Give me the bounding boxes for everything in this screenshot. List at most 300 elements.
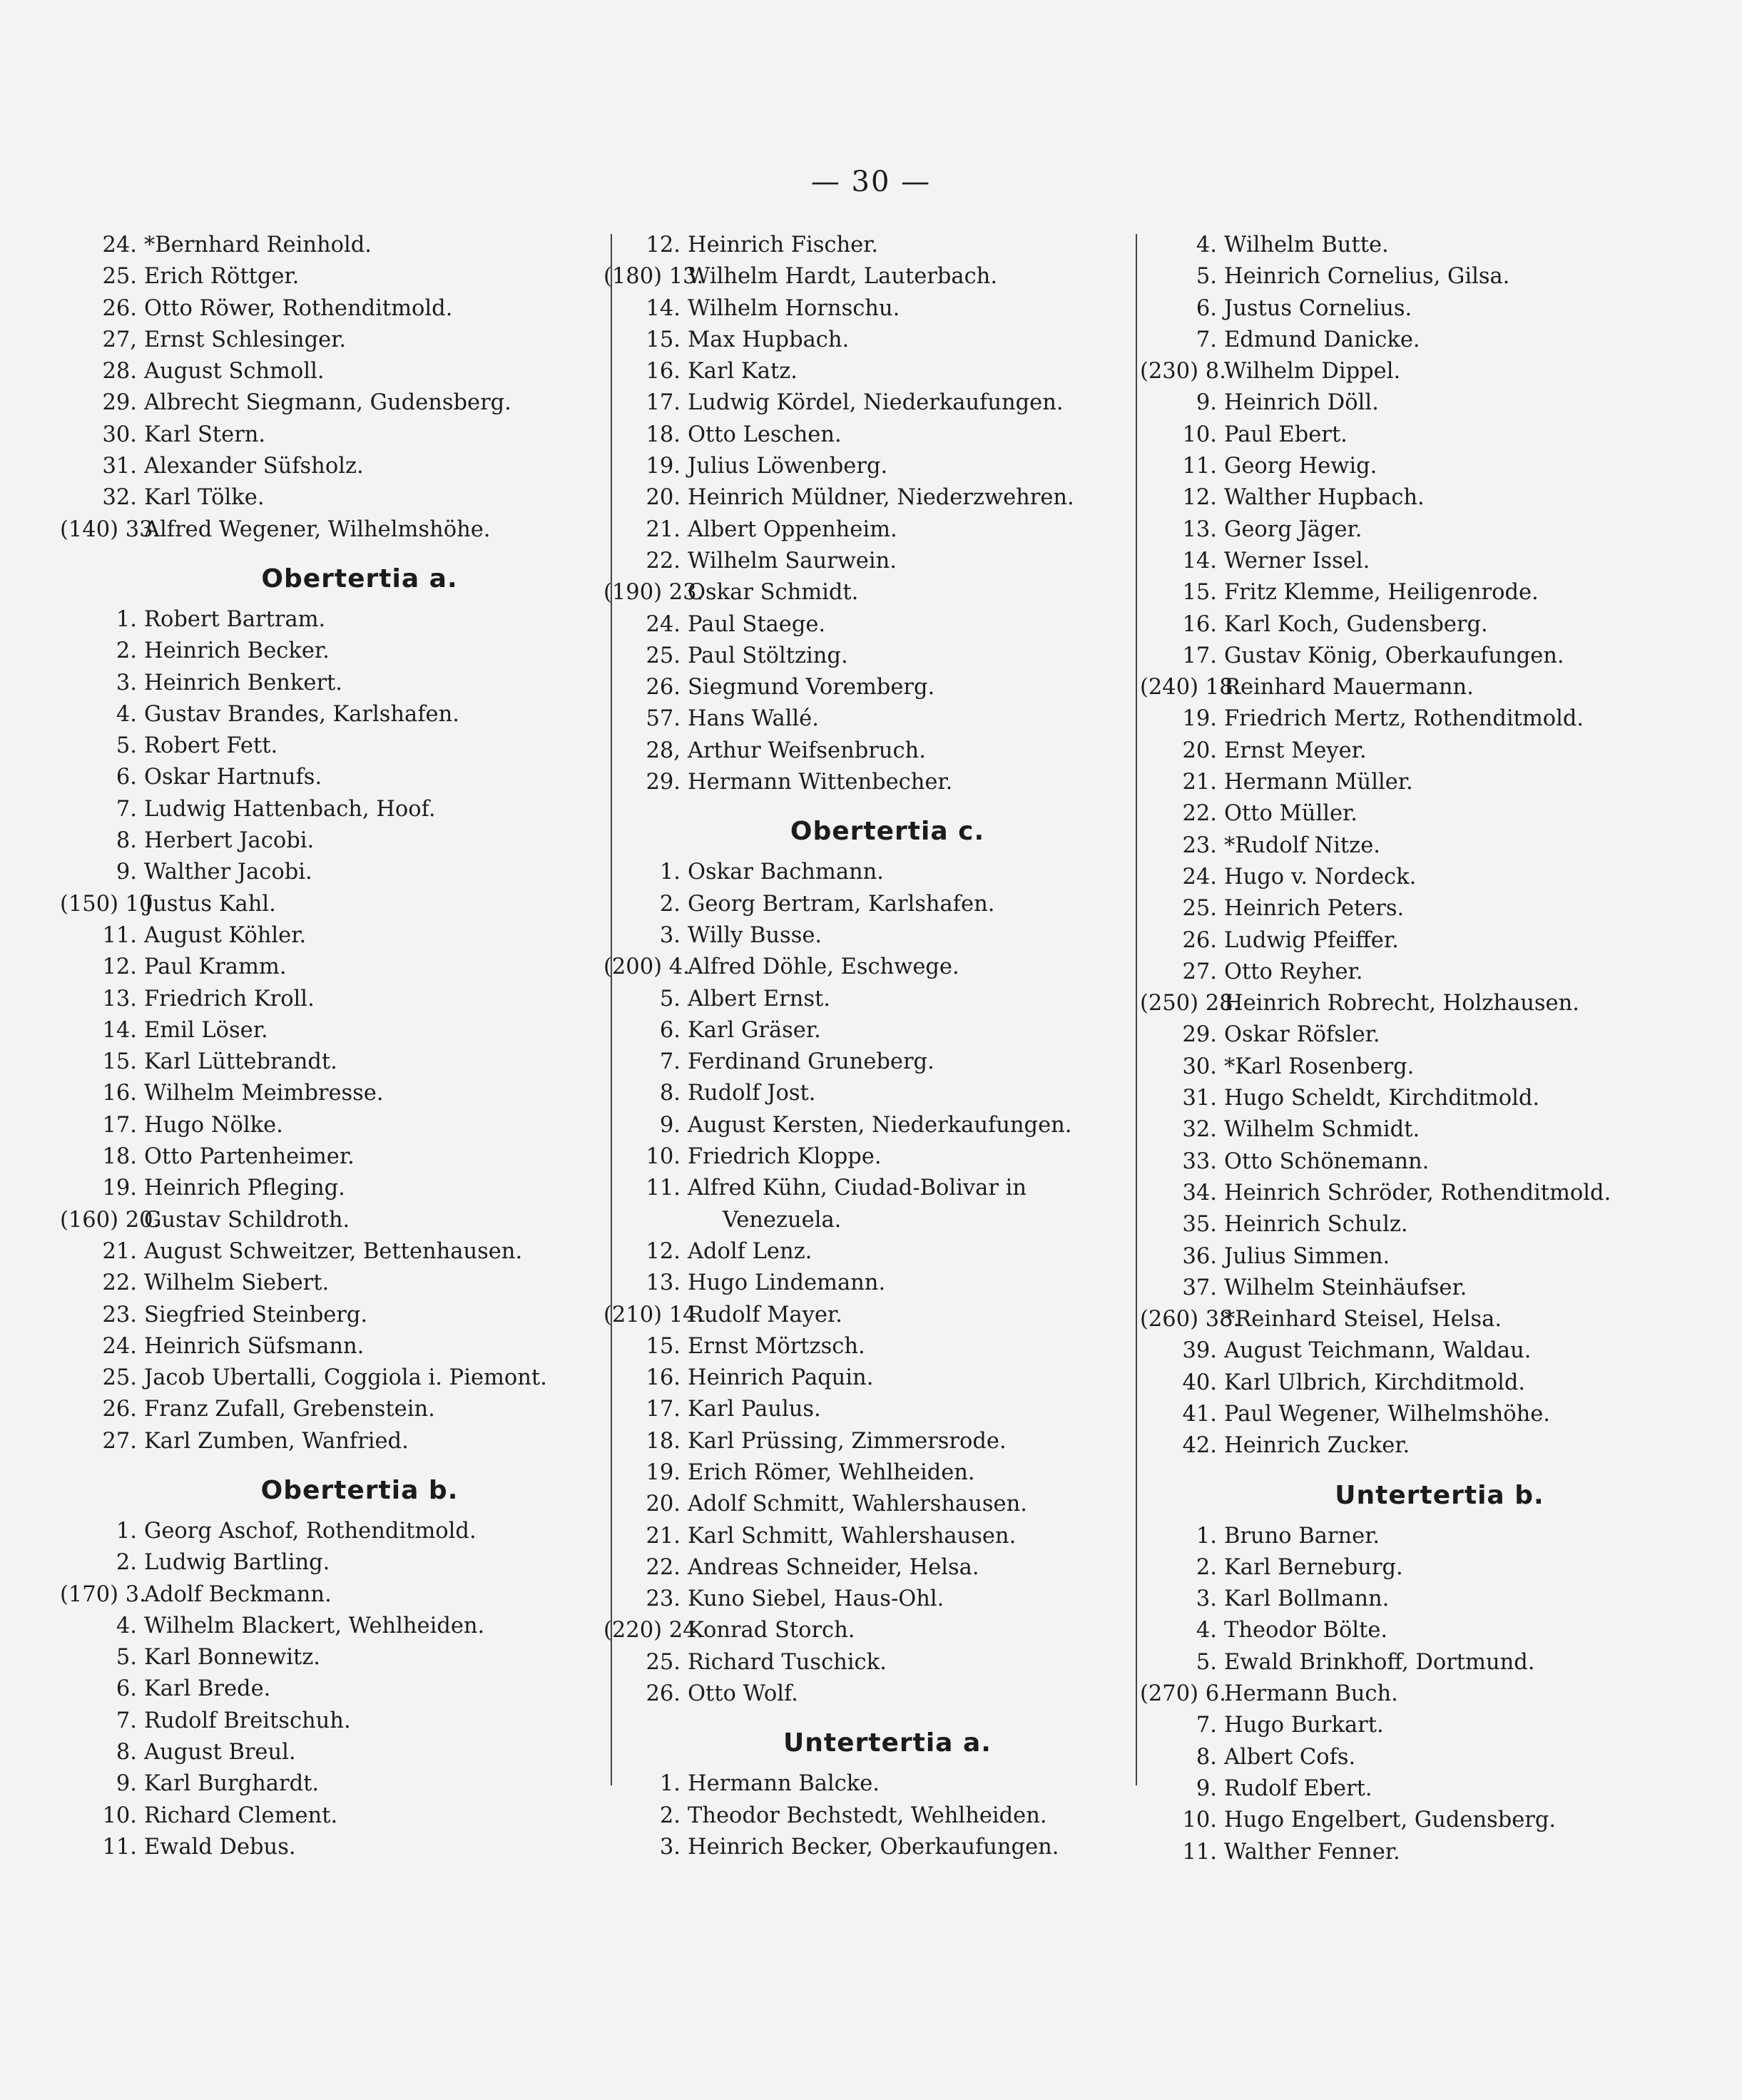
entry-name: Karl Tölke.	[144, 485, 265, 511]
list-item	[60, 1015, 616, 1046]
entry-number: 11.	[102, 922, 137, 948]
list-item	[1140, 1773, 1703, 1805]
entry-number: 23.	[646, 1586, 681, 1612]
entry-name: Wilhelm Siebert.	[144, 1270, 330, 1296]
list-item	[60, 604, 616, 636]
list-item	[603, 984, 1131, 1015]
entry-name: Werner Issel.	[1224, 548, 1370, 574]
entry-number: 1.	[1196, 1523, 1217, 1549]
list-item	[1140, 577, 1703, 608]
entry-name: August Teichmann, Waldau.	[1224, 1338, 1532, 1364]
entry-name: Georg Bertram, Karlshafen.	[688, 891, 995, 917]
list-item	[603, 1800, 1131, 1832]
entry-number: 19.	[102, 1176, 137, 1201]
entry-number: (140) 33.	[60, 516, 161, 542]
entry-name: Robert Bartram.	[144, 606, 326, 632]
entry-number: 22.	[646, 548, 681, 574]
list-item	[1140, 230, 1703, 261]
entry-number: 4.	[1196, 233, 1217, 258]
list-item	[603, 1768, 1131, 1800]
entry-number: 13.	[1182, 516, 1217, 542]
entry-number: 25.	[646, 1649, 681, 1675]
list-item	[603, 482, 1131, 514]
entry-number: 10.	[102, 1803, 137, 1828]
entry-name: Heinrich Becker, Oberkaufungen.	[688, 1834, 1059, 1860]
entry-name: August Schweitzer, Bettenhausen.	[144, 1238, 523, 1264]
entry-name: Heinrich Müldner, Niederzwehren.	[688, 485, 1074, 511]
list-item	[60, 1268, 616, 1299]
entry-name: Alfred Kühn, Ciudad-Bolivar in	[688, 1176, 1027, 1201]
entry-name: Ernst Mörtzsch.	[688, 1333, 865, 1359]
list-item	[60, 636, 616, 667]
entry-name: Paul Ebert.	[1224, 422, 1348, 447]
entry-number: 15.	[646, 1333, 681, 1359]
list-item	[603, 1110, 1131, 1141]
entry-number: 21.	[646, 1523, 681, 1549]
list-item	[1140, 703, 1703, 735]
entry-number: 57.	[646, 706, 681, 732]
list-item	[603, 952, 1131, 983]
entry-number: 14.	[102, 1017, 137, 1043]
entry-number: 16.	[646, 359, 681, 384]
entry-name: Ludwig Hattenbach, Hoof.	[144, 796, 436, 822]
entry-number: 8.	[116, 1740, 137, 1765]
entry-number: 16.	[102, 1081, 137, 1106]
entry-number: 10.	[646, 1144, 681, 1170]
entry-name: Ernst Schlesinger.	[144, 327, 347, 352]
entry-number: 13.	[646, 1270, 681, 1296]
entry-number: 12.	[102, 954, 137, 980]
entry-name: Robert Fett.	[144, 733, 278, 759]
list-item	[603, 1078, 1131, 1109]
list-item	[1140, 798, 1703, 830]
entry-name: Friedrich Kloppe.	[688, 1144, 882, 1170]
entry-number: 9.	[1196, 1775, 1217, 1801]
entry-name: Karl Gräser.	[688, 1017, 821, 1043]
list-item	[1140, 893, 1703, 924]
list-item	[603, 1426, 1131, 1457]
list-item	[1140, 830, 1703, 862]
entry-number: 2.	[659, 1803, 681, 1828]
list-item	[603, 546, 1131, 577]
entry-number: 22.	[102, 1270, 137, 1296]
list-item	[60, 230, 616, 261]
class-heading: Obertertia c.	[790, 817, 985, 847]
list-item	[60, 1141, 616, 1173]
entry-name: Theodor Bechstedt, Wehlheiden.	[688, 1803, 1047, 1828]
entry-number: 8.	[1196, 1744, 1217, 1770]
entry-name: Wilhelm Saurwein.	[688, 548, 897, 574]
entry-number: 21.	[646, 516, 681, 542]
entry-name: Rudolf Jost.	[688, 1081, 816, 1106]
page-number: — 30 —	[810, 165, 932, 198]
entry-number: 6.	[659, 1017, 681, 1043]
entry-name: Alexander Süfsholz.	[144, 454, 364, 479]
entry-number: 5.	[1196, 264, 1217, 290]
entry-number: 16.	[646, 1365, 681, 1391]
entry-name: Karl Bonnewitz.	[144, 1645, 320, 1671]
entry-name: Otto Röwer, Rothenditmold.	[144, 295, 453, 321]
list-item	[603, 1615, 1131, 1646]
list-item	[1140, 419, 1703, 451]
list-item	[60, 1706, 616, 1737]
list-item	[60, 825, 616, 857]
entry-number: 19.	[646, 1459, 681, 1485]
entry-number: 25.	[646, 643, 681, 668]
list-item	[603, 641, 1131, 672]
list-item	[1140, 451, 1703, 482]
entry-number: 5.	[116, 1645, 137, 1671]
list-item	[1140, 546, 1703, 577]
entry-number: 32.	[1182, 1117, 1217, 1143]
list-item	[1140, 641, 1703, 672]
entry-number: (220) 24.	[603, 1618, 704, 1643]
entry-name: August Köhler.	[144, 922, 307, 948]
list-item	[603, 735, 1131, 767]
entry-number: 2.	[116, 1550, 137, 1576]
entry-name: *Bernhard Reinhold.	[144, 233, 372, 258]
entry-number: 21.	[1182, 770, 1217, 795]
entry-number: 21.	[102, 1238, 137, 1264]
entry-number: (250) 28.	[1140, 991, 1241, 1016]
entry-number: 8.	[116, 828, 137, 854]
entry-name: Albert Cofs.	[1224, 1744, 1356, 1770]
list-item	[603, 1457, 1131, 1489]
entry-name: Karl Koch, Gudensberg.	[1224, 611, 1488, 637]
list-item	[1140, 1051, 1703, 1083]
entry-number: 24.	[1182, 864, 1217, 890]
list-item	[60, 1611, 616, 1642]
entry-number: 31.	[102, 454, 137, 479]
entry-number: 27.	[1182, 959, 1217, 984]
entry-name: Heinrich Robrecht, Holzhausen.	[1224, 991, 1579, 1016]
entry-number: 13.	[102, 986, 137, 1011]
list-item	[603, 1521, 1131, 1552]
list-item	[603, 1173, 1131, 1204]
list-item	[60, 514, 616, 546]
list-item	[60, 1516, 616, 1547]
entry-name: Konrad Storch.	[688, 1618, 855, 1643]
list-item	[603, 1584, 1131, 1615]
list-item	[1140, 1430, 1703, 1462]
entry-name: Ludwig Bartling.	[144, 1550, 330, 1576]
entry-name: Karl Stern.	[144, 422, 266, 447]
entry-name: Heinrich Peters.	[1224, 896, 1405, 922]
list-item	[603, 261, 1131, 292]
list-item	[1140, 1615, 1703, 1646]
list-item	[603, 1236, 1131, 1268]
list-item	[1140, 293, 1703, 325]
list-item	[603, 451, 1131, 482]
entry-number: 30.	[102, 422, 137, 447]
entry-number: 18.	[646, 422, 681, 447]
entry-number: 24.	[102, 233, 137, 258]
entry-name: Julius Simmen.	[1224, 1243, 1390, 1269]
list-item	[60, 1642, 616, 1673]
list-item	[603, 920, 1131, 952]
list-item	[1140, 1521, 1703, 1552]
list-item	[603, 1489, 1131, 1520]
list-item	[60, 668, 616, 699]
list-item	[603, 1647, 1131, 1678]
entry-name: Karl Bollmann.	[1224, 1586, 1390, 1612]
entry-name: Justus Cornelius.	[1224, 295, 1412, 321]
entry-name: Ewald Brinkhoff, Dortmund.	[1224, 1649, 1535, 1675]
entry-number: 4.	[116, 701, 137, 727]
entry-name: Wilhelm Dippel.	[1224, 359, 1401, 384]
entry-number: 12.	[646, 1238, 681, 1264]
entry-name: Otto Reyher.	[1224, 959, 1363, 984]
list-item	[60, 1547, 616, 1579]
entry-name: Hermann Wittenbecher.	[688, 770, 953, 795]
entry-name: Emil Löser.	[144, 1017, 268, 1043]
entry-number: (210) 14.	[603, 1302, 704, 1327]
list-item	[60, 1579, 616, 1611]
entry-number: (170) 3.	[60, 1581, 146, 1607]
entry-number: 4.	[1196, 1618, 1217, 1643]
list-item	[60, 794, 616, 825]
list-item	[1140, 1678, 1703, 1710]
entry-name: Oskar Schmidt.	[688, 580, 859, 606]
entry-number: 33.	[1182, 1148, 1217, 1174]
list-item	[1140, 767, 1703, 798]
list-item	[603, 514, 1131, 546]
entry-number: 41.	[1182, 1401, 1217, 1427]
entry-name: *Karl Rosenberg.	[1224, 1054, 1415, 1079]
entry-number: 39.	[1182, 1338, 1217, 1364]
entry-name: Walther Fenner.	[1224, 1839, 1400, 1865]
entry-name: Karl Prüssing, Zimmersrode.	[688, 1428, 1007, 1454]
entry-name: Hugo Nölke.	[144, 1112, 283, 1138]
entry-name: Siegfried Steinberg.	[144, 1302, 368, 1327]
entry-number: 23.	[102, 1302, 137, 1327]
list-item	[1140, 514, 1703, 546]
entry-name: Heinrich Süfsmann.	[144, 1333, 365, 1359]
entry-name: Georg Hewig.	[1224, 454, 1377, 479]
entry-name: Wilhelm Steinhäufser.	[1224, 1275, 1467, 1300]
list-item	[60, 1331, 616, 1362]
entry-number: 35.	[1182, 1212, 1217, 1238]
entry-number: 14.	[646, 295, 681, 321]
entry-number: 7.	[659, 1049, 681, 1075]
entry-number: (260) 38.	[1140, 1307, 1241, 1332]
entry-number: 7.	[1196, 327, 1217, 352]
entry-name: Julius Löwenberg.	[688, 454, 888, 479]
entry-number: 2.	[659, 891, 681, 917]
entry-number: 3.	[659, 1834, 681, 1860]
list-item	[603, 1268, 1131, 1299]
entry-number: 11.	[646, 1176, 681, 1201]
list-item	[603, 889, 1131, 920]
list-item	[603, 767, 1131, 798]
list-item	[60, 1768, 616, 1800]
entry-number: 10.	[1182, 422, 1217, 447]
entry-name: Wilhelm Meimbresse.	[144, 1081, 384, 1106]
entry-name: Albert Oppenheim.	[688, 516, 897, 542]
entry-name: August Breul.	[144, 1740, 296, 1765]
list-item	[60, 1205, 616, 1236]
entry-name: Walther Jacobi.	[144, 860, 312, 885]
entry-name: Karl Katz.	[688, 359, 798, 384]
entry-name: Heinrich Fischer.	[688, 233, 879, 258]
list-item	[1140, 356, 1703, 387]
entry-number: 17.	[1182, 643, 1217, 668]
entry-number: 29.	[646, 770, 681, 795]
entry-name: Heinrich Zucker.	[1224, 1433, 1410, 1459]
list-item	[60, 1110, 616, 1141]
list-item	[60, 293, 616, 325]
entry-number: 12.	[646, 233, 681, 258]
entry-number: 36.	[1182, 1243, 1217, 1269]
entry-number: 6.	[1196, 295, 1217, 321]
list-item	[1140, 1837, 1703, 1868]
list-item	[603, 672, 1131, 703]
entry-name: Heinrich Schulz.	[1224, 1212, 1408, 1238]
entry-name: Friedrich Mertz, Rothenditmold.	[1224, 706, 1584, 732]
entry-name: Hugo Engelbert, Gudensberg.	[1224, 1808, 1557, 1833]
entry-number: 25.	[1182, 896, 1217, 922]
list-item	[60, 325, 616, 356]
entry-number: 17.	[646, 390, 681, 416]
list-item	[603, 1141, 1131, 1173]
entry-number: 1.	[659, 860, 681, 885]
entry-name: Kuno Siebel, Haus-Ohl.	[688, 1586, 944, 1612]
list-item	[603, 1832, 1131, 1863]
entry-name: *Rudolf Nitze.	[1224, 832, 1380, 858]
entry-name: Reinhard Mauermann.	[1224, 675, 1474, 700]
entry-name: August Kersten, Niederkaufungen.	[688, 1112, 1072, 1138]
entry-name: Heinrich Benkert.	[144, 670, 342, 695]
entry-number: (270) 6.	[1140, 1681, 1226, 1707]
list-item	[1140, 1209, 1703, 1240]
list-item	[60, 1673, 616, 1705]
entry-name: Gustav König, Oberkaufungen.	[1224, 643, 1564, 668]
entry-name: Karl Paulus.	[688, 1397, 821, 1422]
entry-number: 40.	[1182, 1370, 1217, 1395]
entry-number: 1.	[116, 606, 137, 632]
entry-name: Karl Ulbrich, Kirchditmold.	[1224, 1370, 1526, 1395]
entry-name: Adolf Lenz.	[688, 1238, 813, 1264]
entry-number: 20.	[1182, 738, 1217, 763]
entry-number: 9.	[116, 1771, 137, 1797]
list-item	[1140, 1584, 1703, 1615]
column-2	[603, 230, 1131, 1863]
list-item	[603, 1015, 1131, 1046]
list-item	[1140, 1552, 1703, 1584]
entry-number: 17.	[646, 1397, 681, 1422]
list-item	[60, 920, 616, 952]
entry-number: 7.	[1196, 1713, 1217, 1738]
entry-name: Rudolf Breitschuh.	[144, 1708, 351, 1733]
entry-name: Wilhelm Hardt, Lauterbach.	[688, 264, 998, 290]
entry-name: Oskar Hartnufs.	[144, 765, 322, 790]
entry-name: Paul Staege.	[688, 611, 826, 637]
entry-name: Jacob Ubertalli, Coggiola i. Piemont.	[144, 1365, 547, 1391]
entry-number: 7.	[116, 1708, 137, 1733]
entry-name: Paul Kramm.	[144, 954, 287, 980]
list-item	[1140, 1805, 1703, 1836]
entry-number: 34.	[1182, 1180, 1217, 1206]
entry-number: 25.	[102, 1365, 137, 1391]
list-item	[60, 699, 616, 730]
list-item	[60, 952, 616, 983]
list-item	[60, 451, 616, 482]
list-item	[603, 356, 1131, 387]
entry-number: 29.	[1182, 1022, 1217, 1048]
list-item	[603, 1552, 1131, 1584]
entry-name: Hugo Scheldt, Kirchditmold.	[1224, 1086, 1540, 1111]
list-item	[60, 857, 616, 888]
entry-name: Alfred Wegener, Wilhelmshöhe.	[144, 516, 491, 542]
list-item	[60, 984, 616, 1015]
list-item	[60, 1394, 616, 1425]
list-item	[60, 1300, 616, 1331]
entry-name: Karl Schmitt, Wahlershausen.	[688, 1523, 1017, 1549]
list-item	[1140, 1273, 1703, 1304]
entry-number: 9.	[1196, 390, 1217, 416]
entry-name: August Schmoll.	[144, 359, 325, 384]
entry-number: 2.	[116, 638, 137, 664]
list-item	[1140, 925, 1703, 957]
entry-name: Adolf Schmitt, Wahlershausen.	[688, 1492, 1027, 1517]
list-item	[603, 1362, 1131, 1394]
entry-name: Adolf Beckmann.	[144, 1581, 332, 1607]
list-item	[1140, 1241, 1703, 1273]
entry-name: Karl Berneburg.	[1224, 1554, 1403, 1580]
entry-name: Georg Aschof, Rothenditmold.	[144, 1518, 477, 1544]
column-3	[1140, 230, 1703, 1868]
entry-number: 15.	[646, 327, 681, 352]
entry-name: Theodor Bölte.	[1224, 1618, 1388, 1643]
list-item	[1140, 609, 1703, 641]
entry-name: Wilhelm Butte.	[1224, 233, 1389, 258]
list-item	[603, 703, 1131, 735]
entry-number: 8.	[659, 1081, 681, 1106]
list-item	[603, 1331, 1131, 1362]
entry-name: Richard Clement.	[144, 1803, 338, 1828]
entry-name: Hans Wallé.	[688, 706, 819, 732]
entry-number: 2.	[1196, 1554, 1217, 1580]
list-item	[1140, 261, 1703, 292]
entry-name: Ferdinand Gruneberg.	[688, 1049, 934, 1075]
column-1	[60, 230, 616, 1863]
class-heading: Obertertia b.	[260, 1475, 459, 1505]
entry-name: Richard Tuschick.	[688, 1649, 887, 1675]
list-item	[1140, 957, 1703, 988]
list-item	[60, 1173, 616, 1204]
entry-name: Wilhelm Hornschu.	[688, 295, 900, 321]
entry-name: Ludwig Kördel, Niederkaufungen.	[688, 390, 1064, 416]
list-item	[60, 419, 616, 451]
list-item	[1140, 988, 1703, 1019]
entry-number: 12.	[1182, 485, 1217, 511]
entry-name: Hermann Buch.	[1224, 1681, 1398, 1707]
entry-number: 16.	[1182, 611, 1217, 637]
list-item	[1140, 1399, 1703, 1430]
entry-number: 5.	[116, 733, 137, 759]
list-item	[60, 356, 616, 387]
list-item	[1140, 387, 1703, 419]
entry-number: 30.	[1182, 1054, 1217, 1079]
entry-name: Friedrich Kroll.	[144, 986, 315, 1011]
entry-number: 15.	[1182, 580, 1217, 606]
list-item	[1140, 482, 1703, 514]
entry-number: (200) 4.	[603, 954, 690, 980]
entry-number: 26.	[1182, 927, 1217, 953]
entry-number: 22.	[1182, 801, 1217, 827]
entry-name: Heinrich Döll.	[1224, 390, 1379, 416]
entry-number: 1.	[116, 1518, 137, 1544]
